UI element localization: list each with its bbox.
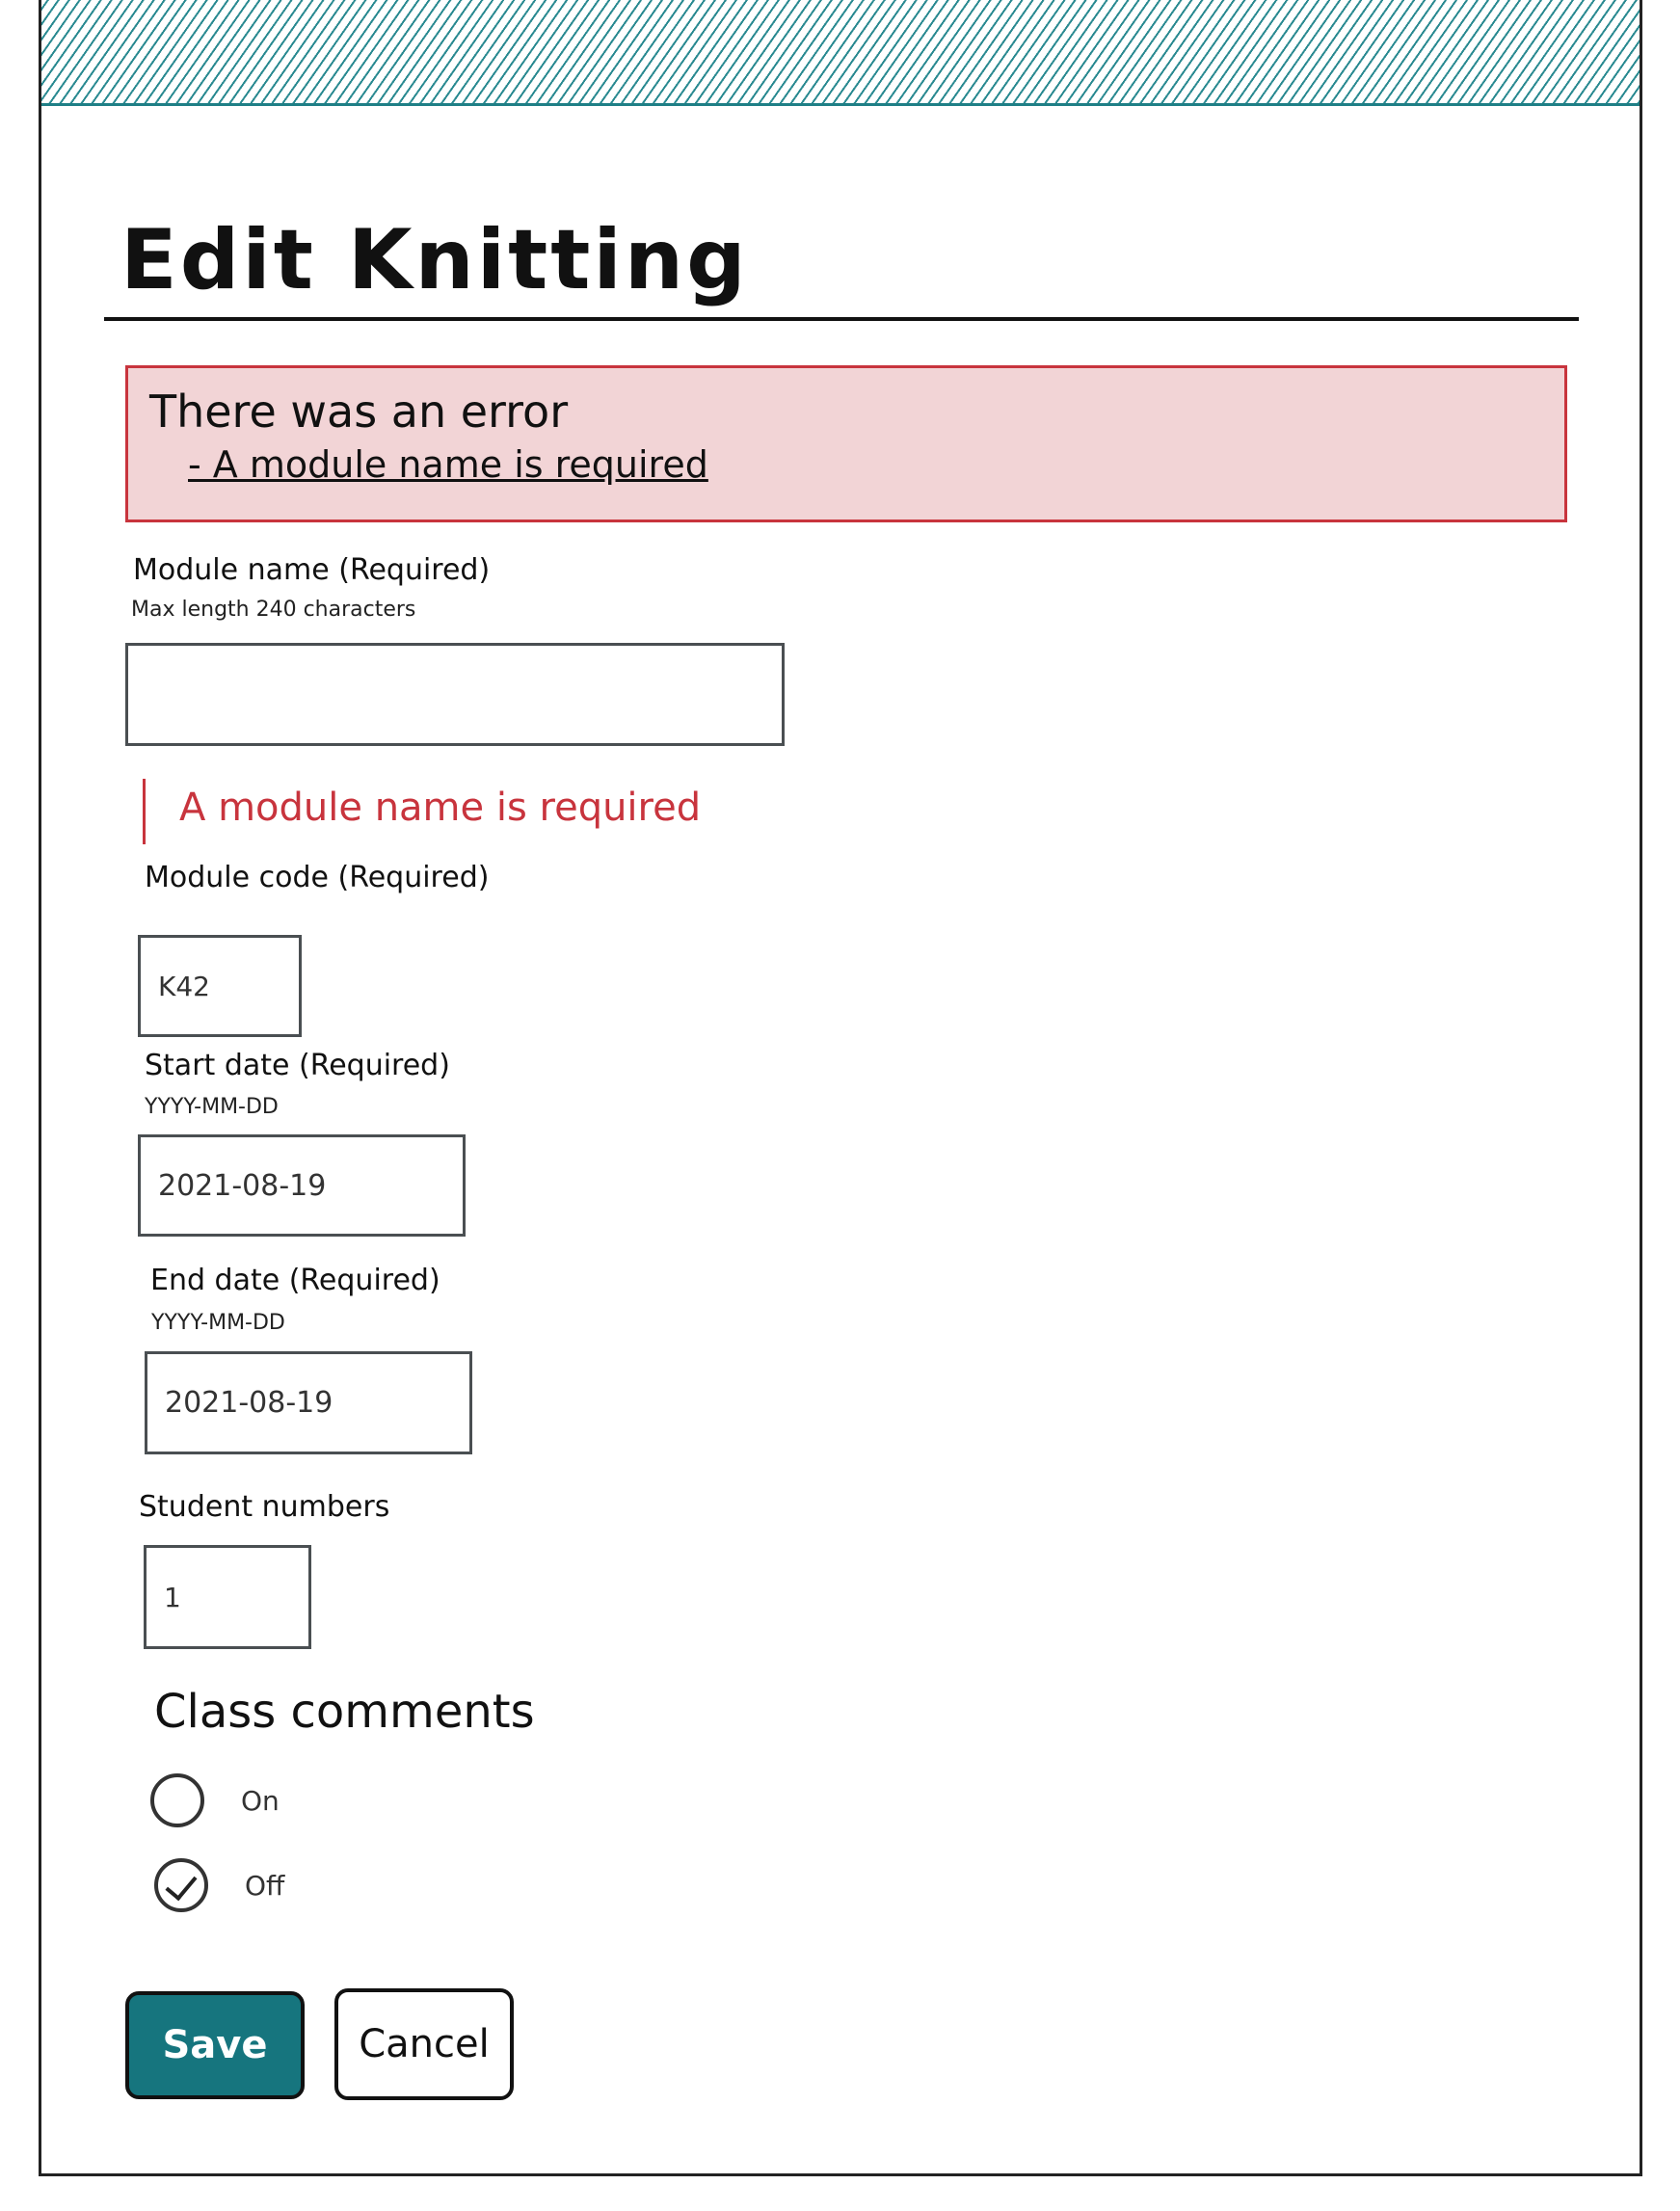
title-divider: [104, 317, 1579, 321]
start-date-label: Start date (Required): [145, 1049, 450, 1082]
module-code-input[interactable]: [138, 935, 302, 1037]
page-frame: [39, 0, 1642, 2176]
end-date-hint: YYYY-MM-DD: [151, 1311, 285, 1335]
radio-off-checked[interactable]: [154, 1858, 208, 1912]
page-title: Edit Knitting: [120, 212, 749, 308]
class-comments-heading: Class comments: [154, 1685, 535, 1739]
radio-on-label: On: [241, 1784, 280, 1817]
module-name-error-bar: [143, 779, 146, 844]
class-comments-option-on[interactable]: [150, 1773, 280, 1827]
radio-on[interactable]: [150, 1773, 204, 1827]
class-comments-option-off[interactable]: [154, 1858, 284, 1912]
module-code-label: Module code (Required): [145, 861, 490, 894]
error-summary-title: There was an error: [149, 386, 569, 438]
cancel-button[interactable]: Cancel: [334, 1988, 514, 2100]
end-date-input[interactable]: [145, 1351, 472, 1454]
module-name-hint: Max length 240 characters: [131, 598, 416, 622]
student-numbers-input[interactable]: [144, 1545, 311, 1649]
start-date-hint: YYYY-MM-DD: [145, 1095, 279, 1119]
end-date-label: End date (Required): [150, 1264, 440, 1297]
error-summary-link-module-name[interactable]: - A module name is required: [188, 443, 708, 486]
module-name-label: Module name (Required): [133, 553, 491, 587]
save-button[interactable]: Save: [125, 1991, 305, 2099]
student-numbers-label: Student numbers: [139, 1490, 390, 1524]
start-date-input[interactable]: [138, 1134, 466, 1237]
module-name-input[interactable]: [125, 643, 785, 746]
radio-off-label: Off: [245, 1869, 285, 1902]
module-name-error-message: A module name is required: [179, 786, 702, 830]
